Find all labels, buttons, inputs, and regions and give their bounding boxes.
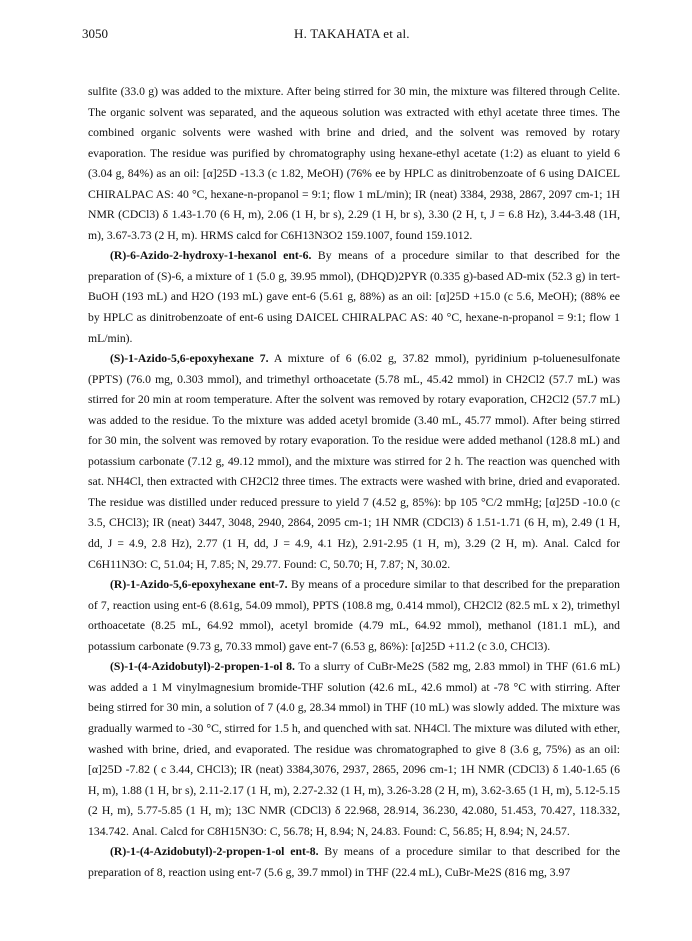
paragraph-5 bbox=[88, 657, 620, 842]
paragraph-2-text: By means of a procedure similar to that described for the preparation of (S)-6, a mixture of 1 (5.0 g, 39.95 mmol), (DHQD)2PYR (0.335 g)-based AD-mix (52.3 g) in tert-BuOH (193 mL) and H2O (193 mL) gave ent-6 (5.61 g, 88%) as an oil: [α]25D +15.0 (c 5.6, MeOH); (88% ee by HPLC as dinitrobenzoate of ent-6 using DAICEL CHIRALPAC AS: 40 °C, hexane-n-propanol = 9:1; flow 1 mL/min). bbox=[88, 249, 620, 345]
compound-heading: (S)-1-Azido-5,6-epoxyhexane 7. bbox=[110, 352, 269, 366]
paragraph-5-text: To a slurry of CuBr-Me2S (582 mg, 2.83 mmol) in THF (61.6 mL) was added a 1 M vinylmagnesium bromide-THF solution (42.6 mL, 42.6 mmol) at -78 °C with stirring. After being stirred for 30 min, a solution of 7 (4.0 g, 28.34 mmol) in THF (10 mL) was slowly added. The mixture was gradually warmed to -30 °C, stirred for 1.5 h, and quenched with sat. NH4Cl. The mixture was diluted with ether, washed with brine, dried, and evaporated. The residue was chromatographed to give 8 (3.6 g, 75%) as an oil: [α]25D -7.82 ( c 3.44, CHCl3); IR (neat) 3384,3076, 2937, 2865, 2096 cm-1; 1H NMR (CDCl3) δ 1.40-1.65 (6 H, m), 1.88 (1 H, br s), 2.11-2.17 (1 H, m), 2.27-2.32 (1 H, m), 3.26-3.28 (2 H, m), 3.62-3.65 (1 H, m), 5.12-5.15 (2 H, m), 5.77-5.85 (1 H, m); 13C NMR (CDCl3) δ 22.968, 28.914, 36.230, 42.080, 51.453, 70.427, 118.332, 134.742. Anal. Calcd for C8H15N3O: C, 56.78; H, 8.94; N, 24.83. Found: C, 56.85; H, 8.94; N, 24.57. bbox=[88, 660, 620, 838]
paragraph-3 bbox=[88, 349, 620, 575]
compound-heading: (R)-1-(4-Azidobutyl)-2-propen-1-ol ent-8. bbox=[110, 845, 319, 859]
experimental-body bbox=[88, 82, 620, 883]
paragraph-6-text: By means of a procedure similar to that described for the preparation of 8, reaction using ent-7 (5.6 g, 39.7 mmol) in THF (22.4 mL), CuBr-Me2S (816 mg, 3.97 bbox=[88, 845, 621, 879]
paragraph-2 bbox=[88, 246, 620, 349]
paragraph-4-text: By means of a procedure similar to that described for the preparation of 7, reaction using ent-6 (8.61g, 54.09 mmol), PPTS (108.8 mg, 0.414 mmol), CH2Cl2 (82.5 mL x 2), trimethyl orthoacetate (8.25 mL, 64.92 mmol), acetyl bromide (4.79 mL, 64.92 mmol), methanol (181.1 mL), and potassium carbonate (9.73 g, 70.33 mmol) gave ent-7 (6.53 g, 86%): [α]25D +11.2 (c 3.0, CHCl3). bbox=[88, 578, 620, 653]
compound-heading: (R)-1-Azido-5,6-epoxyhexane ent-7. bbox=[110, 578, 288, 592]
paragraph-4 bbox=[88, 575, 620, 657]
paragraph-3-text: A mixture of 6 (6.02 g, 37.82 mmol), pyridinium p-toluenesulfonate (PPTS) (76.0 mg, 0.303 mmol), and trimethyl orthoacetate (5.78 mL, 45.42 mmol) in CH2Cl2 (57.7 mL) was stirred for 20 min at room temperature. After the solvent was removed by rotary evaporation, CH2Cl2 (57.7 mL) was added to the residue. To the mixture was added acetyl bromide (3.40 mL, 45.77 mmol). After being stirred for 30 min, the solvent was removed by rotary evaporation. To the residue were added methanol (128.8 mL) and potassium carbonate (7.12 g, 49.12 mmol), and the mixture was stirred for 2 h. The reaction was quenched with sat. NH4Cl, then extracted with CH2Cl2 three times. The extracts were washed with brine, dried and evaporated. The residue was distilled under reduced pressure to yield 7 (4.52 g, 85%): bp 105 °C/2 mmHg; [α]25D -10.0 (c 3.5, CHCl3); IR (neat) 3447, 3048, 2940, 2864, 2095 cm-1; 1H NMR (CDCl3) δ 1.51-1.71 (6 H, m), 2.49 (1 H, dd, J = 4.9, 2.8 Hz), 2.77 (1 H, dd, J = 4.9, 4.1 Hz), 2.91-2.95 (1 H, m), 3.29 (2 H, m). Anal. Calcd for C6H11N3O: C, 51.04; H, 7.85; N, 29.77. Found: C, 50.70; H, 7.87; N, 30.02. bbox=[88, 352, 621, 571]
page-number: 3050 bbox=[82, 26, 108, 41]
running-head: H. TAKAHATA et al. bbox=[294, 26, 410, 41]
compound-heading: (S)-1-(4-Azidobutyl)-2-propen-1-ol 8. bbox=[110, 660, 295, 674]
paragraph-1-text: sulfite (33.0 g) was added to the mixture. After being stirred for 30 min, the mixture was filtered through Celite. The organic solvent was separated, and the aqueous solution was extracted with ethyl acetate three times. The combined organic solvents were washed with brine and dried, and the solvent was removed by rotary evaporation. The residue was purified by chromatography using hexane-ethyl acetate (1:2) as eluant to yield 6 (3.04 g, 84%) as an oil: [α]25D -13.3 (c 1.82, MeOH) (76% ee by HPLC as dinitrobenzoate of 6 using DAICEL CHIRALPAC AS: 40 °C, hexane-n-propanol = 9:1; flow 1 mL/min); IR (neat) 3384, 2938, 2867, 2097 cm-1; 1H NMR (CDCl3) δ 1.43-1.70 (6 H, m), 2.06 (1 H, br s), 2.29 (1 H, br s), 3.30 (2 H, t, J = 6.8 Hz), 3.44-3.48 (1H, m), 3.67-3.73 (2 H, m). HRMS calcd for C6H13N3O2 159.1007, found 159.1012. bbox=[88, 85, 620, 242]
compound-heading: (R)-6-Azido-2-hydroxy-1-hexanol ent-6. bbox=[110, 249, 312, 263]
paragraph-6 bbox=[88, 842, 620, 883]
paragraph-1 bbox=[88, 82, 620, 246]
